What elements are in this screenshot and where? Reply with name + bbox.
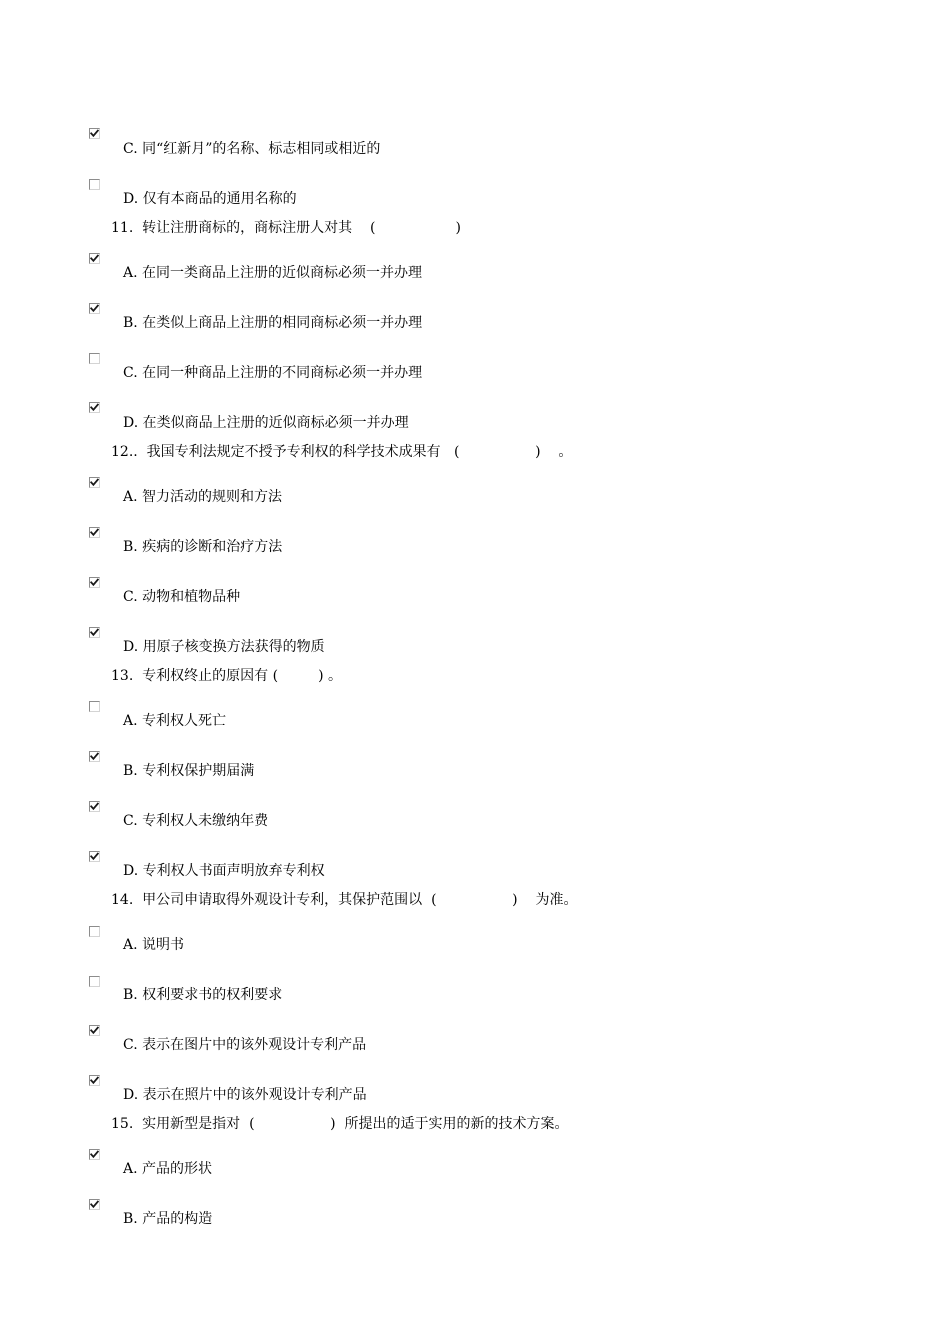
option-checkbox[interactable]	[89, 627, 100, 638]
option-checkbox[interactable]	[89, 701, 100, 712]
option-label: D. 仅有本商品的通用名称的	[123, 191, 297, 207]
checkmark-icon	[90, 528, 99, 537]
option-label: D. 表示在照片中的该外观设计专利产品	[123, 1087, 367, 1103]
checkmark-icon	[90, 852, 99, 861]
option-label: D. 专利权人书面声明放弃专利权	[123, 863, 325, 879]
checkmark-icon	[90, 628, 99, 637]
option-checkbox[interactable]	[89, 128, 100, 139]
checkmark-icon	[90, 180, 99, 189]
checkmark-icon	[90, 578, 99, 587]
option-checkbox[interactable]	[89, 926, 100, 937]
question-text: 12.. 我国专利法规定不授予专利权的科学技术成果有 ( ) 。	[111, 444, 573, 460]
option-label: A. 说明书	[123, 937, 185, 953]
option-checkbox[interactable]	[89, 402, 100, 413]
checkmark-icon	[90, 254, 99, 263]
option-label: D. 用原子核变换方法获得的物质	[123, 639, 325, 655]
option-label: A. 专利权人死亡	[123, 713, 227, 729]
option-checkbox[interactable]	[89, 253, 100, 264]
option-checkbox[interactable]	[89, 577, 100, 588]
option-checkbox[interactable]	[89, 1199, 100, 1210]
question-text: 15. 实用新型是指对 ( ) 所提出的适于实用的新的技术方案。	[111, 1116, 569, 1132]
checkmark-icon	[90, 1026, 99, 1035]
question-text: 11. 转让注册商标的，商标注册人对其 ( )	[111, 220, 461, 236]
option-checkbox[interactable]	[89, 477, 100, 488]
option-label: B. 产品的构造	[123, 1211, 213, 1227]
option-label: C. 动物和植物品种	[123, 589, 241, 605]
checkmark-icon	[90, 304, 99, 313]
checkmark-icon	[90, 927, 99, 936]
option-checkbox[interactable]	[89, 1075, 100, 1086]
option-label: C. 同“红新月”的名称、标志相同或相近的	[123, 141, 381, 157]
option-checkbox[interactable]	[89, 851, 100, 862]
checkmark-icon	[90, 478, 99, 487]
checkmark-icon	[90, 977, 99, 986]
checkmark-icon	[90, 702, 99, 711]
option-label: C. 在同一种商品上注册的不同商标必须一并办理	[123, 365, 423, 381]
checkmark-icon	[90, 802, 99, 811]
option-checkbox[interactable]	[89, 751, 100, 762]
checkmark-icon	[90, 752, 99, 761]
option-label: B. 专利权保护期届满	[123, 763, 255, 779]
option-label: C. 表示在图片中的该外观设计专利产品	[123, 1037, 367, 1053]
option-label: A. 产品的形状	[123, 1161, 213, 1177]
option-checkbox[interactable]	[89, 1025, 100, 1036]
option-label: B. 在类似上商品上注册的相同商标必须一并办理	[123, 315, 423, 331]
option-label: A. 在同一类商品上注册的近似商标必须一并办理	[123, 265, 423, 281]
option-checkbox[interactable]	[89, 976, 100, 987]
option-checkbox[interactable]	[89, 801, 100, 812]
question-text: 14. 甲公司申请取得外观设计专利，其保护范围以 ( ) 为准。	[111, 892, 578, 908]
option-label: A. 智力活动的规则和方法	[123, 489, 283, 505]
question-text: 13. 专利权终止的原因有 ( ) 。	[111, 668, 343, 684]
option-checkbox[interactable]	[89, 353, 100, 364]
checkmark-icon	[90, 1076, 99, 1085]
option-label: C. 专利权人未缴纳年费	[123, 813, 269, 829]
checkmark-icon	[90, 354, 99, 363]
option-checkbox[interactable]	[89, 527, 100, 538]
option-checkbox[interactable]	[89, 1149, 100, 1160]
checkmark-icon	[90, 403, 99, 412]
option-label: D. 在类似商品上注册的近似商标必须一并办理	[123, 415, 409, 431]
option-label: B. 权利要求书的权利要求	[123, 987, 283, 1003]
option-checkbox[interactable]	[89, 179, 100, 190]
checkmark-icon	[90, 1200, 99, 1209]
checkmark-icon	[90, 129, 99, 138]
option-label: B. 疾病的诊断和治疗方法	[123, 539, 283, 555]
checkmark-icon	[90, 1150, 99, 1159]
option-checkbox[interactable]	[89, 303, 100, 314]
